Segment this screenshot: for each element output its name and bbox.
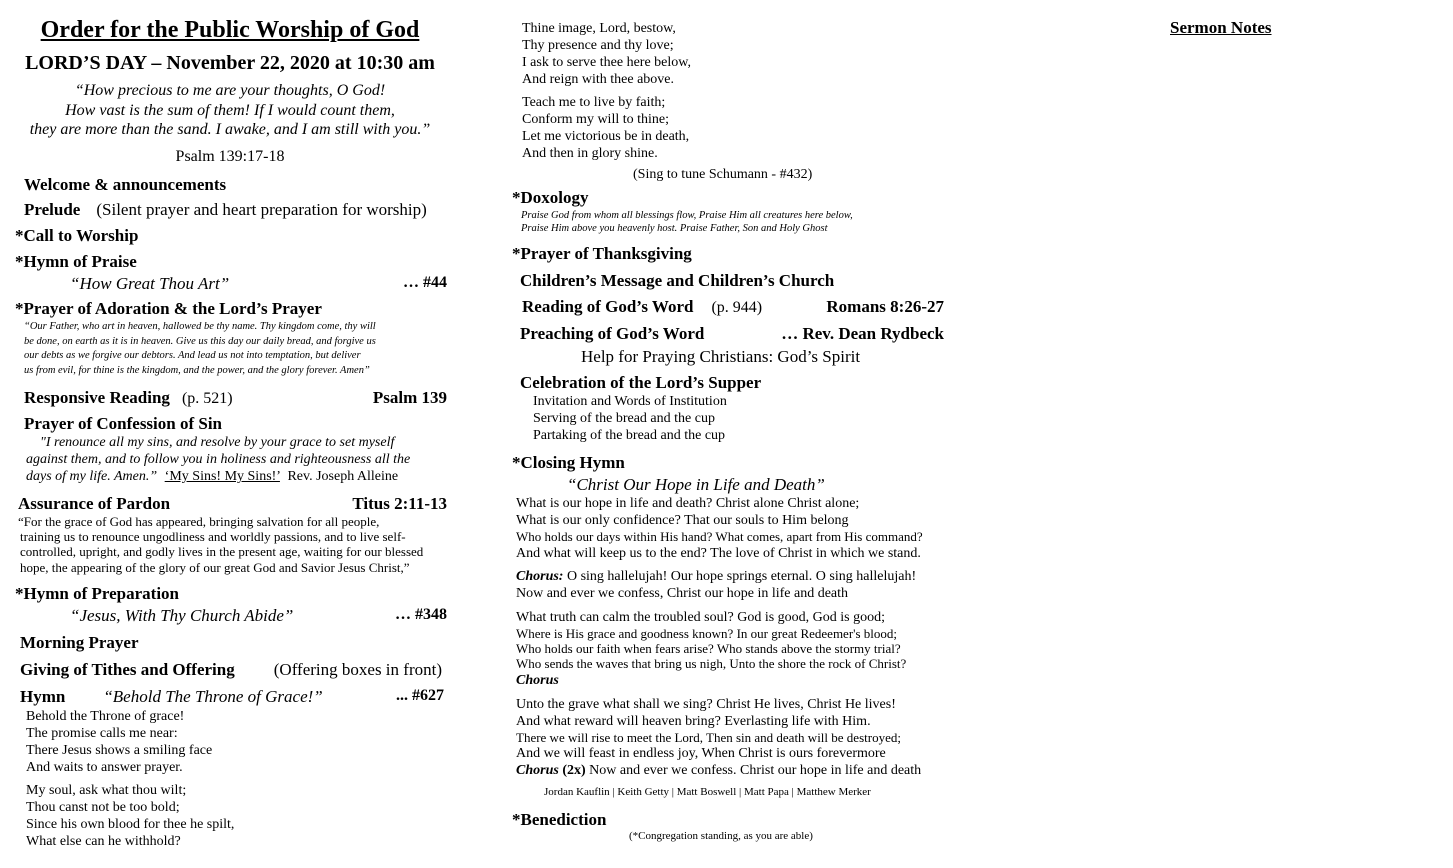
hymn-of-praise-number: … #44 <box>403 274 447 291</box>
pardon-line-2: training us to renounce ungodliness and worldly passions, and to live self- <box>20 529 406 544</box>
standing-note: (*Congregation standing, as you are able) <box>629 830 813 842</box>
stanza3-line-2: Thy presence and thy love; <box>522 38 674 53</box>
lords-prayer-line-1: “Our Father, who art in heaven, hallowed be thy name. Thy kingdom come, thy will <box>24 321 376 332</box>
hymn-of-praise-title: “How Great Thou Art” <box>70 274 230 293</box>
prelude-row <box>24 200 427 220</box>
responsive-reading-row <box>24 388 447 408</box>
stanza2-line-2: Thou canst not be too bold; <box>26 800 180 815</box>
stanza3-line-3: I ask to serve thee here below, <box>522 55 691 70</box>
supper-item-3: Partaking of the bread and the cup <box>533 428 726 443</box>
stanza3-line-1: Thine image, Lord, bestow, <box>522 21 676 36</box>
verse3-line-2: And what reward will heaven bring? Everlasting life with Him. <box>516 714 871 729</box>
adoration-heading: *Prayer of Adoration & the Lord’s Prayer <box>15 299 322 318</box>
hymn-of-praise-row <box>70 274 447 294</box>
verse3-line-4: And we will feast in endless joy, When Christ is ours forevermore <box>516 746 886 761</box>
childrens-message-heading: Children’s Message and Children’s Church <box>520 271 835 290</box>
reading-ref: Romans 8:26-27 <box>826 297 944 316</box>
chorus-line-1-text: O sing hallelujah! Our hope springs eternal. O sing hallelujah! <box>563 569 917 584</box>
lords-prayer-line-2: be done, on earth as it is in heaven. Give us this day our daily bread, and forgive us <box>24 336 376 347</box>
welcome-heading: Welcome & announcements <box>24 175 227 194</box>
stanza1-line-1: Behold the Throne of grace! <box>26 709 185 724</box>
stanza4-line-4: And then in glory shine. <box>522 146 658 161</box>
hymn-of-preparation-number: … #348 <box>395 606 447 623</box>
lords-prayer-line-4: us from evil, for thine is the kingdom, and the power, and the glory forever. Amen” <box>24 365 370 376</box>
preaching-row <box>520 324 944 344</box>
morning-prayer-heading: Morning Prayer <box>20 633 139 652</box>
lords-prayer-line-3: our debts as we forgive our debtors. And lead us not into temptation, but deliver <box>24 350 361 361</box>
date-line: LORD’S DAY – November 22, 2020 at 10:30 am <box>25 52 435 74</box>
pardon-line-3: controlled, upright, and godly lives in the present age, waiting for our blessed <box>20 544 424 559</box>
lords-supper-heading: Celebration of the Lord’s Supper <box>520 373 762 392</box>
stanza1-line-4: And waits to answer prayer. <box>26 760 183 775</box>
verse2-line-3: Who holds our faith when fears arise? Who stands above the stormy trial? <box>516 641 901 656</box>
preacher-name: … Rev. Dean Rydbeck <box>781 324 944 343</box>
stanza3-line-4: And reign with thee above. <box>522 72 675 87</box>
confession-line-2: against them, and to follow you in holiness and righteousness all the <box>26 452 411 467</box>
stanza4-line-1: Teach me to live by faith; <box>522 95 666 110</box>
pardon-line-4: hope, the appearing of the glory of our great God and Savior Jesus Christ,” <box>20 560 410 575</box>
pardon-ref: Titus 2:11-13 <box>352 494 447 513</box>
hymn-credits: Jordan Kauflin | Keith Getty | Matt Boswell | Matt Papa | Matthew Merker <box>544 786 871 798</box>
supper-item-1: Invitation and Words of Institution <box>533 394 727 409</box>
stanza4-line-3: Let me victorious be in death, <box>522 129 690 144</box>
stanza2-line-4: What else can he withhold? <box>26 834 181 849</box>
closing-hymn-title: “Christ Our Hope in Life and Death” <box>567 475 825 494</box>
reading-label: Reading of God’s Word <box>522 297 694 316</box>
verse3-line-1: Unto the grave what shall we sing? Christ He lives, Christ He lives! <box>516 697 896 712</box>
confession-line-1: "I renounce all my sins, and resolve by your grace to set myself <box>40 435 395 450</box>
hymn-of-preparation-title: “Jesus, With Thy Church Abide” <box>70 606 294 625</box>
preaching-label: Preaching of God’s Word <box>520 324 705 343</box>
prelude-label: Prelude <box>24 200 81 219</box>
tithes-note: (Offering boxes in front) <box>273 660 442 679</box>
hymn-of-preparation-heading: *Hymn of Preparation <box>15 584 180 603</box>
stanza2-line-1: My soul, ask what thou wilt; <box>26 783 187 798</box>
sermon-title: Help for Praying Christians: God’s Spirit <box>581 347 861 366</box>
chorus-repeat-times: (2x) <box>558 763 586 778</box>
pardon-label: Assurance of Pardon <box>18 494 171 513</box>
verse1-line-4: And what will keep us to the end? The love of Christ in which we stand. <box>516 546 921 561</box>
tithes-label: Giving of Tithes and Offering <box>20 660 235 679</box>
sermon-notes-title: Sermon Notes <box>1170 18 1272 37</box>
hymn-of-praise-heading: *Hymn of Praise <box>15 252 137 271</box>
chorus-label: Chorus: <box>516 569 564 584</box>
confession-source-link[interactable]: ‘My Sins! My Sins!’ <box>164 469 280 484</box>
responsive-reading-label: Responsive Reading <box>24 388 170 407</box>
doxology-line-2: Praise Him above you heavenly host. Praise Father, Son and Holy Ghost <box>521 223 828 234</box>
thanksgiving-heading: *Prayer of Thanksgiving <box>512 244 692 263</box>
doxology-line-1: Praise God from whom all blessings flow, Praise Him all creatures here below, <box>521 210 853 221</box>
hymn-label: Hymn <box>20 687 66 706</box>
verse1-line-2: What is our only confidence? That our souls to Him belong <box>516 513 849 528</box>
chorus-repeat-text: Now and ever we confess. Christ our hope in life and death <box>585 763 922 778</box>
closing-hymn-heading: *Closing Hymn <box>512 453 625 472</box>
tune-note: (Sing to tune Schumann - #432) <box>633 167 813 182</box>
tithes-row <box>20 660 442 680</box>
hymn-of-preparation-row <box>70 606 447 626</box>
verse2-line-1: What truth can calm the troubled soul? God is good, God is good; <box>516 610 885 625</box>
doxology-heading: *Doxology <box>512 188 589 207</box>
verse2-line-4: Who sends the waves that bring us nigh, Unto the shore the rock of Christ? <box>516 656 907 671</box>
verse1-line-3: Who holds our days within His hand? What comes, apart from His command? <box>516 529 923 544</box>
verse2-line-2: Where is His grace and goodness known? In our great Redeemer's blood; <box>516 626 898 641</box>
confession-heading: Prayer of Confession of Sin <box>24 414 223 433</box>
stanza1-line-2: The promise calls me near: <box>26 726 178 741</box>
stanza2-line-3: Since his own blood for thee he spilt, <box>26 817 235 832</box>
verse-line-3: they are more than the sand. I awake, and I am still with you.” <box>29 121 431 138</box>
chorus-line-1 <box>516 569 916 585</box>
page-title: Order for the Public Worship of God <box>40 17 420 43</box>
chorus-repeat-line <box>516 763 921 779</box>
reading-row <box>522 297 944 317</box>
pardon-row <box>18 494 447 514</box>
verse3-line-3: There we will rise to meet the Lord, Then sin and death will be destroyed; <box>516 730 901 745</box>
confession-line-3-text: days of my life. Amen.” <box>26 469 158 484</box>
supper-item-2: Serving of the bread and the cup <box>533 411 715 426</box>
responsive-reading-ref: Psalm 139 <box>372 388 447 407</box>
stanza1-line-3: There Jesus shows a smiling face <box>26 743 213 758</box>
verse1-line-1: What is our hope in life and death? Christ alone Christ alone; <box>516 496 860 511</box>
hymn-title: “Behold The Throne of Grace!” <box>103 687 323 706</box>
stanza4-line-2: Conform my will to thine; <box>522 112 669 127</box>
responsive-reading-page: (p. 521) <box>181 390 233 407</box>
verse-line-1: “How precious to me are your thoughts, O God! <box>74 82 386 99</box>
hymn-number: ... #627 <box>396 687 444 704</box>
benediction-heading: *Benediction <box>512 810 607 829</box>
call-to-worship-heading: *Call to Worship <box>15 226 139 245</box>
verse-line-2: How vast is the sum of them! If I would count them, <box>65 102 395 119</box>
chorus-repeat-label: Chorus <box>516 763 559 778</box>
confession-line-3 <box>26 469 398 485</box>
hymn-row <box>20 687 444 707</box>
confession-author: Rev. Joseph Alleine <box>287 469 399 484</box>
chorus-marker: Chorus <box>516 673 559 688</box>
verse-reference: Psalm 139:17-18 <box>175 148 285 165</box>
reading-page: (p. 944) <box>711 299 763 316</box>
pardon-line-1: “For the grace of God has appeared, bringing salvation for all people, <box>18 514 380 529</box>
prelude-note: (Silent prayer and heart preparation for worship) <box>96 200 427 219</box>
chorus-line-2: Now and ever we confess, Christ our hope in life and death <box>516 586 849 601</box>
